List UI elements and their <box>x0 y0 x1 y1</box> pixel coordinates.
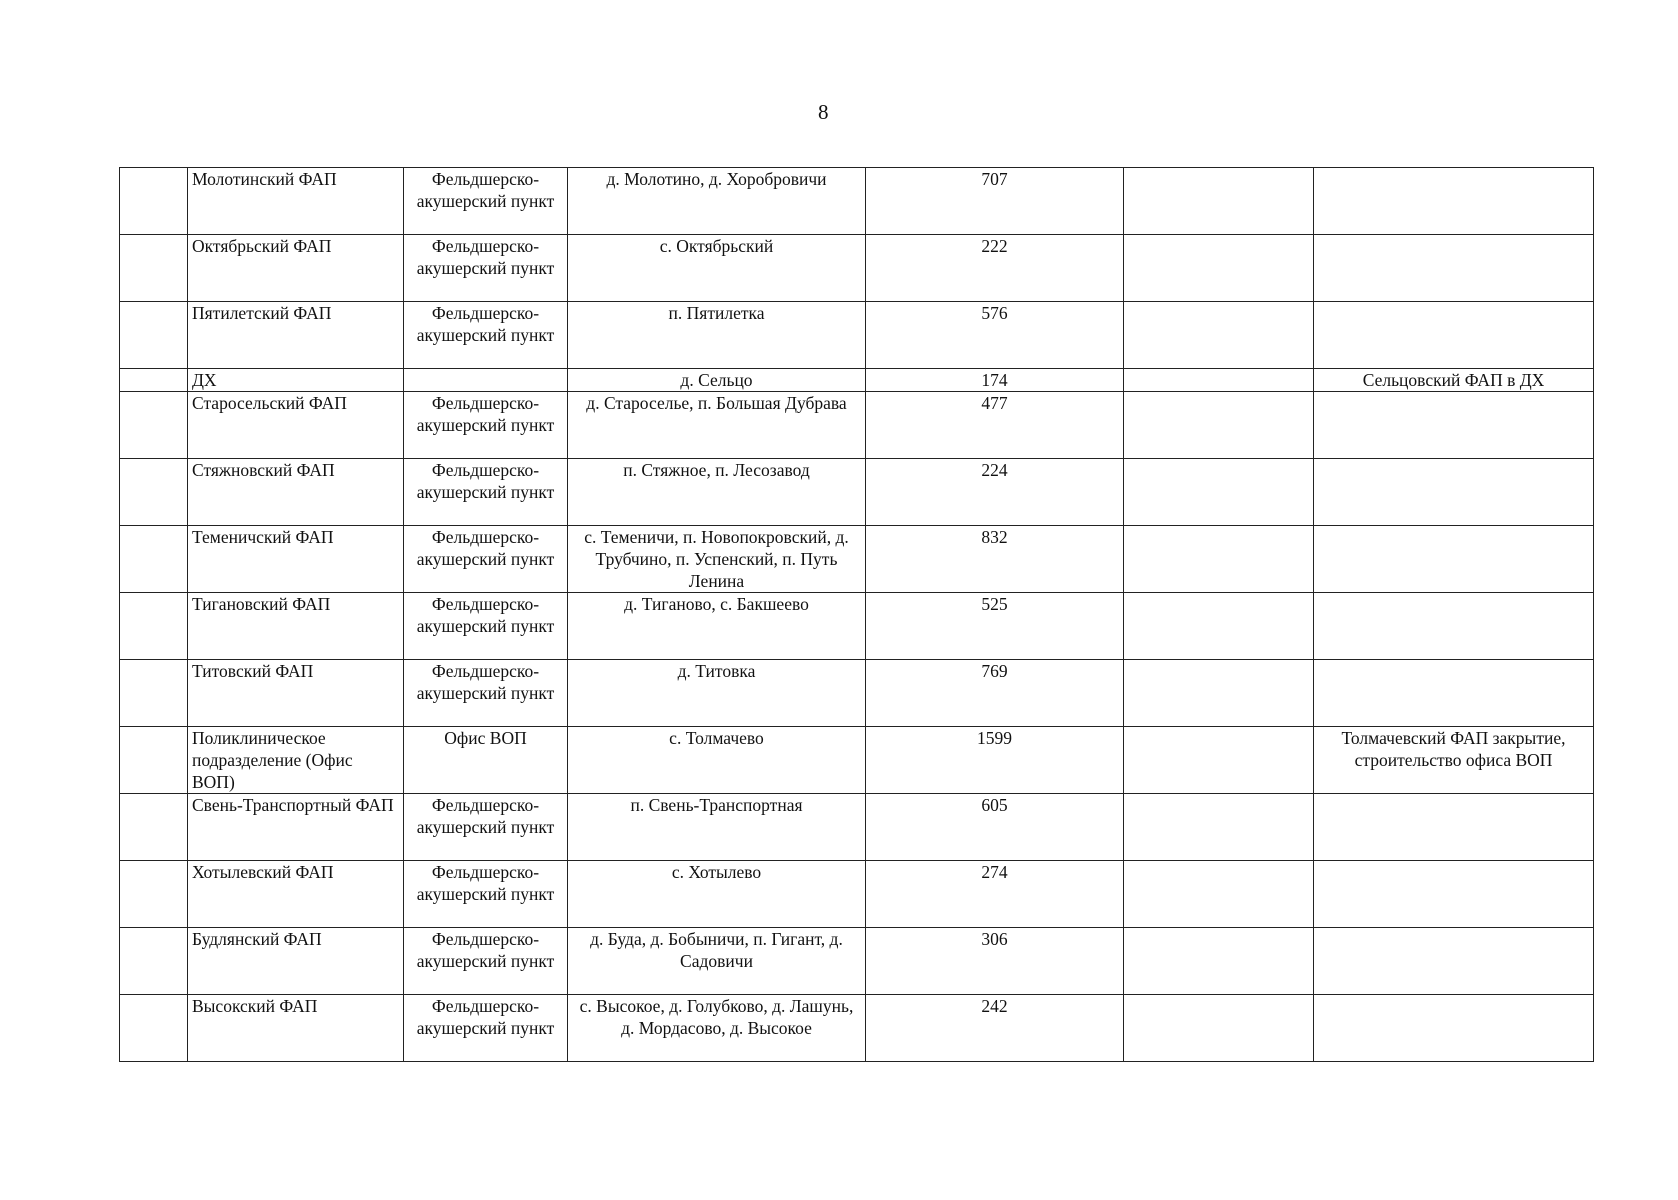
table-row <box>120 168 1594 235</box>
population-cell: 605 <box>866 794 1124 861</box>
service-area-cell: д. Буда, д. Бобыничи, п. Гигант, д. Садовичи <box>568 928 866 995</box>
row-number-cell <box>120 794 188 861</box>
empty-cell <box>1124 861 1314 928</box>
service-area-cell: д. Староселье, п. Большая Дубрава <box>568 392 866 459</box>
population-cell: 832 <box>866 526 1124 593</box>
empty-cell <box>1124 235 1314 302</box>
table-row <box>120 392 1594 459</box>
empty-cell <box>1124 995 1314 1062</box>
facility-name-cell: Высокский ФАП <box>188 995 404 1062</box>
facility-type-cell: Офис ВОП <box>404 727 568 794</box>
service-area-cell: с. Теменичи, п. Новопокровский, д. Трубчино, п. Успенский, п. Путь Ленина <box>568 526 866 593</box>
table-row <box>120 727 1594 794</box>
population-cell: 769 <box>866 660 1124 727</box>
population-cell: 707 <box>866 168 1124 235</box>
empty-cell <box>1124 526 1314 593</box>
table-row <box>120 459 1594 526</box>
table-row <box>120 861 1594 928</box>
facility-name-cell: ДХ <box>188 369 404 392</box>
facility-type-cell: Фельдшерско-акушерский пункт <box>404 526 568 593</box>
row-number-cell <box>120 995 188 1062</box>
empty-cell <box>1124 593 1314 660</box>
page-number: 8 <box>818 100 829 124</box>
facility-type-cell: Фельдшерско-акушерский пункт <box>404 235 568 302</box>
note-cell <box>1314 302 1594 369</box>
row-number-cell <box>120 593 188 660</box>
table-row <box>120 928 1594 995</box>
facilities-table <box>119 167 1594 1062</box>
facility-name-cell: Октябрьский ФАП <box>188 235 404 302</box>
service-area-cell: д. Молотино, д. Хоробровичи <box>568 168 866 235</box>
row-number-cell <box>120 526 188 593</box>
facility-type-cell: Фельдшерско-акушерский пункт <box>404 861 568 928</box>
table-row <box>120 593 1594 660</box>
note-cell <box>1314 459 1594 526</box>
facility-type-cell: Фельдшерско-акушерский пункт <box>404 392 568 459</box>
service-area-cell: д. Сельцо <box>568 369 866 392</box>
note-cell <box>1314 660 1594 727</box>
population-cell: 274 <box>866 861 1124 928</box>
service-area-cell: п. Пятилетка <box>568 302 866 369</box>
note-cell <box>1314 794 1594 861</box>
row-number-cell <box>120 660 188 727</box>
facility-name-cell: Тигановский ФАП <box>188 593 404 660</box>
facility-type-cell: Фельдшерско-акушерский пункт <box>404 794 568 861</box>
empty-cell <box>1124 459 1314 526</box>
empty-cell <box>1124 928 1314 995</box>
facility-type-cell: Фельдшерско-акушерский пункт <box>404 459 568 526</box>
facility-name-cell: Будлянский ФАП <box>188 928 404 995</box>
facility-type-cell: Фельдшерско-акушерский пункт <box>404 928 568 995</box>
row-number-cell <box>120 168 188 235</box>
facility-type-cell: Фельдшерско-акушерский пункт <box>404 302 568 369</box>
facility-name-cell: Стяжновский ФАП <box>188 459 404 526</box>
row-number-cell <box>120 727 188 794</box>
table-row <box>120 302 1594 369</box>
facility-name-cell: Теменичский ФАП <box>188 526 404 593</box>
population-cell: 242 <box>866 995 1124 1062</box>
facility-type-cell: Фельдшерско-акушерский пункт <box>404 168 568 235</box>
table-row <box>120 235 1594 302</box>
population-cell: 477 <box>866 392 1124 459</box>
facility-name-cell: Поликлиническое подразделение (Офис ВОП) <box>188 727 404 794</box>
population-cell: 222 <box>866 235 1124 302</box>
facility-name-cell: Хотылевский ФАП <box>188 861 404 928</box>
row-number-cell <box>120 235 188 302</box>
population-cell: 1599 <box>866 727 1124 794</box>
note-cell <box>1314 235 1594 302</box>
empty-cell <box>1124 168 1314 235</box>
empty-cell <box>1124 369 1314 392</box>
facility-name-cell: Пятилетский ФАП <box>188 302 404 369</box>
note-cell <box>1314 168 1594 235</box>
table-row <box>120 995 1594 1062</box>
note-cell: Толмачевский ФАП закрытие, строительство офиса ВОП <box>1314 727 1594 794</box>
row-number-cell <box>120 459 188 526</box>
service-area-cell: с. Октябрьский <box>568 235 866 302</box>
service-area-cell: п. Свень-Транспортная <box>568 794 866 861</box>
facility-type-cell: Фельдшерско-акушерский пункт <box>404 995 568 1062</box>
empty-cell <box>1124 727 1314 794</box>
empty-cell <box>1124 302 1314 369</box>
table-row <box>120 526 1594 593</box>
service-area-cell: с. Толмачево <box>568 727 866 794</box>
row-number-cell <box>120 928 188 995</box>
table-row <box>120 369 1594 392</box>
table-row <box>120 794 1594 861</box>
population-cell: 525 <box>866 593 1124 660</box>
note-cell <box>1314 526 1594 593</box>
note-cell <box>1314 593 1594 660</box>
facility-type-cell <box>404 369 568 392</box>
facility-type-cell: Фельдшерско-акушерский пункт <box>404 593 568 660</box>
service-area-cell: с. Высокое, д. Голубково, д. Лашунь, д. Мордасово, д. Высокое <box>568 995 866 1062</box>
service-area-cell: п. Стяжное, п. Лесозавод <box>568 459 866 526</box>
note-cell: Сельцовский ФАП в ДХ <box>1314 369 1594 392</box>
note-cell <box>1314 928 1594 995</box>
facility-name-cell: Старосельский ФАП <box>188 392 404 459</box>
row-number-cell <box>120 302 188 369</box>
facility-name-cell: Титовский ФАП <box>188 660 404 727</box>
facility-type-cell: Фельдшерско-акушерский пункт <box>404 660 568 727</box>
population-cell: 576 <box>866 302 1124 369</box>
population-cell: 224 <box>866 459 1124 526</box>
row-number-cell <box>120 861 188 928</box>
facility-name-cell: Свень-Транспортный ФАП <box>188 794 404 861</box>
service-area-cell: д. Тиганово, с. Бакшеево <box>568 593 866 660</box>
table-row <box>120 660 1594 727</box>
service-area-cell: д. Титовка <box>568 660 866 727</box>
empty-cell <box>1124 660 1314 727</box>
empty-cell <box>1124 392 1314 459</box>
facility-name-cell: Молотинский ФАП <box>188 168 404 235</box>
row-number-cell <box>120 392 188 459</box>
note-cell <box>1314 861 1594 928</box>
note-cell <box>1314 995 1594 1062</box>
service-area-cell: с. Хотылево <box>568 861 866 928</box>
note-cell <box>1314 392 1594 459</box>
row-number-cell <box>120 369 188 392</box>
population-cell: 306 <box>866 928 1124 995</box>
population-cell: 174 <box>866 369 1124 392</box>
empty-cell <box>1124 794 1314 861</box>
